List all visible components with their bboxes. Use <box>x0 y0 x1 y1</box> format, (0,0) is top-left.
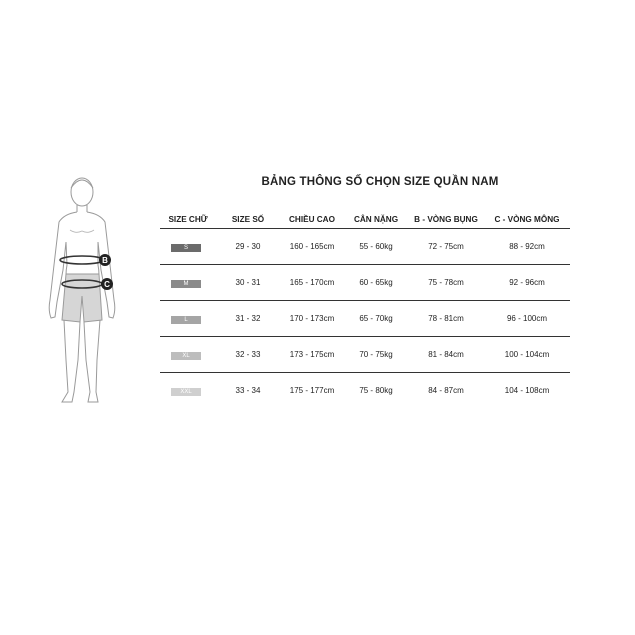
height-cell: 175 - 177cm <box>289 386 335 395</box>
man-silhouette-icon <box>40 170 140 410</box>
size-badge: S <box>171 244 201 252</box>
hip-cell: 88 - 92cm <box>484 229 570 265</box>
header-size-letter: SIZE CHỮ <box>160 210 216 229</box>
table-row <box>160 229 570 265</box>
size-number-cell: 33 - 34 <box>235 386 261 395</box>
size-badge: L <box>171 316 201 324</box>
waist-cell: 72 - 75cm <box>408 229 484 265</box>
waist-cell: 75 - 78cm <box>408 265 484 301</box>
size-number-cell: 29 - 30 <box>216 229 280 265</box>
weight-cell: 75 - 80kg <box>359 386 393 395</box>
table-row <box>160 265 570 301</box>
size-table <box>160 210 570 408</box>
weight-cell: 60 - 65kg <box>344 265 408 301</box>
height-cell: 170 - 173cm <box>280 301 344 337</box>
size-number-cell: 31 - 32 <box>216 301 280 337</box>
body-figure <box>40 170 140 410</box>
waist-marker-b-label: B <box>102 256 108 265</box>
size-number-cell: 32 - 33 <box>216 337 280 373</box>
hip-cell: 104 - 108cm <box>504 386 550 395</box>
header-height: CHIỀU CAO <box>280 210 344 229</box>
size-badge: XL <box>171 352 201 360</box>
hip-marker-c-label: C <box>104 280 110 289</box>
hip-cell: 92 - 96cm <box>484 265 570 301</box>
waist-cell: 81 - 84cm <box>408 337 484 373</box>
height-cell: 173 - 175cm <box>280 337 344 373</box>
height-cell: 160 - 165cm <box>280 229 344 265</box>
size-badge: XXL <box>171 388 201 396</box>
waist-marker-b <box>98 253 112 267</box>
table-row <box>160 373 570 409</box>
weight-cell: 70 - 75kg <box>344 337 408 373</box>
height-cell: 165 - 170cm <box>280 265 344 301</box>
header-hip: C - VÒNG MÔNG <box>484 210 570 229</box>
header-waist: B - VÒNG BỤNG <box>408 210 484 229</box>
waist-cell: 84 - 87cm <box>428 386 464 395</box>
hip-cell: 100 - 104cm <box>484 337 570 373</box>
size-badge: M <box>171 280 201 288</box>
page-title: BẢNG THÔNG SỐ CHỌN SIZE QUẦN NAM <box>261 176 499 188</box>
header-size-number: SIZE SỐ <box>216 210 280 229</box>
header-weight: CÂN NẶNG <box>344 210 408 229</box>
hip-cell: 96 - 100cm <box>484 301 570 337</box>
weight-cell: 65 - 70kg <box>344 301 408 337</box>
table-row <box>160 301 570 337</box>
size-number-cell: 30 - 31 <box>216 265 280 301</box>
waist-cell: 78 - 81cm <box>408 301 484 337</box>
table-header-row <box>160 210 570 229</box>
hip-marker-c <box>100 277 114 291</box>
table-row <box>160 337 570 373</box>
weight-cell: 55 - 60kg <box>344 229 408 265</box>
